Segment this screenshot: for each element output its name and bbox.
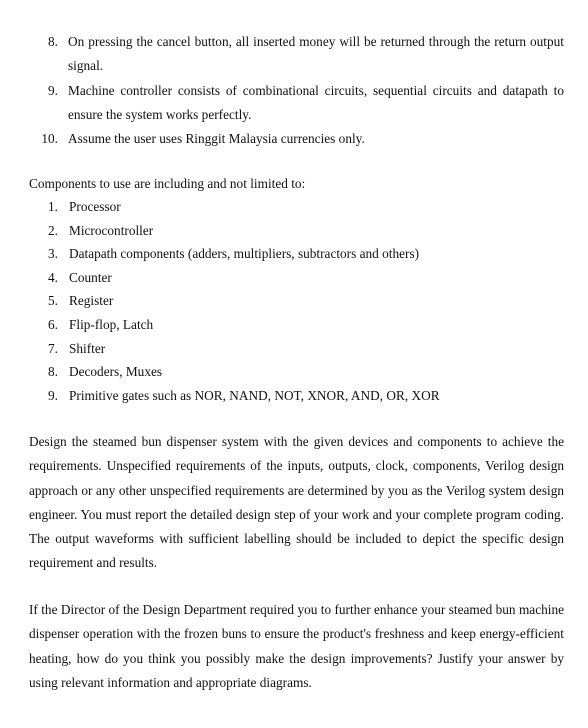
requirement-number: 8.: [48, 34, 58, 49]
component-text: Counter: [69, 269, 112, 285]
requirement-number: 10.: [41, 131, 58, 147]
component-number: 6.: [48, 316, 58, 332]
component-item: [0, 219, 588, 243]
design-paragraph: Design the steamed bun dispenser system with the given devices and components to achieve the requirements. Unspecified requirements of the inputs, outputs, clock, components, Verilog design approach or any other unspecified requirements are determined by you as the Verilog system design engineer. You must report the detailed design step of your work and your complete program coding. The output waveforms with sufficient labelling should be included to depict the specific design requirement and results.: [29, 434, 564, 571]
component-number: 5.: [48, 293, 58, 309]
requirement-text: On pressing the cancel button, all inserted money will be returned through the return output signal.: [68, 34, 564, 74]
component-text: Processor: [69, 199, 121, 214]
component-text: Primitive gates such as NOR, NAND, NOT, XNOR, AND, OR, XOR: [69, 387, 440, 403]
component-number: 8.: [48, 364, 58, 380]
component-text: Decoders, Muxes: [69, 364, 163, 380]
component-text: Shifter: [69, 340, 106, 356]
requirement-text: Assume the user uses Ringgit Malaysia currencies only.: [68, 131, 365, 147]
component-text: Register: [69, 293, 114, 309]
component-number: 2.: [48, 222, 58, 238]
requirement-item-10: [0, 127, 588, 151]
requirement-text: Machine controller consists of combinational circuits, sequential circuits and datapath to ensure the system works perfectly.: [68, 82, 564, 122]
component-item: [0, 195, 588, 219]
component-item: [0, 384, 588, 408]
component-text: Datapath components (adders, multipliers, subtractors and others): [69, 246, 420, 262]
component-number: 4.: [48, 269, 58, 285]
component-number: 3.: [48, 246, 58, 262]
components-heading: Components to use are including and not limited to:: [29, 176, 306, 191]
component-number: 9.: [48, 387, 58, 403]
component-item: [0, 337, 588, 361]
requirement-item-9: [0, 79, 588, 128]
component-number: 7.: [48, 340, 58, 356]
enhancement-paragraph: If the Director of the Design Department required you to further enhance your steamed bun machine dispenser operation with the frozen buns to ensure the product's freshness and keep energy-efficient heating, how do you think you possibly make the design improvements? Justify your answer by using relevant information and appropriate diagrams.: [29, 602, 564, 690]
component-item: [0, 289, 588, 313]
component-text: Flip-flop, Latch: [69, 316, 154, 332]
component-item: [0, 313, 588, 337]
requirement-item-8: [0, 30, 588, 79]
component-item: [0, 242, 588, 266]
components-list: [0, 195, 588, 407]
component-text: Microcontroller: [69, 222, 154, 238]
requirements-list: [0, 30, 588, 151]
component-item: [0, 360, 588, 384]
requirement-number: 9.: [48, 82, 58, 98]
component-number: 1.: [48, 199, 58, 214]
component-item: [0, 266, 588, 290]
